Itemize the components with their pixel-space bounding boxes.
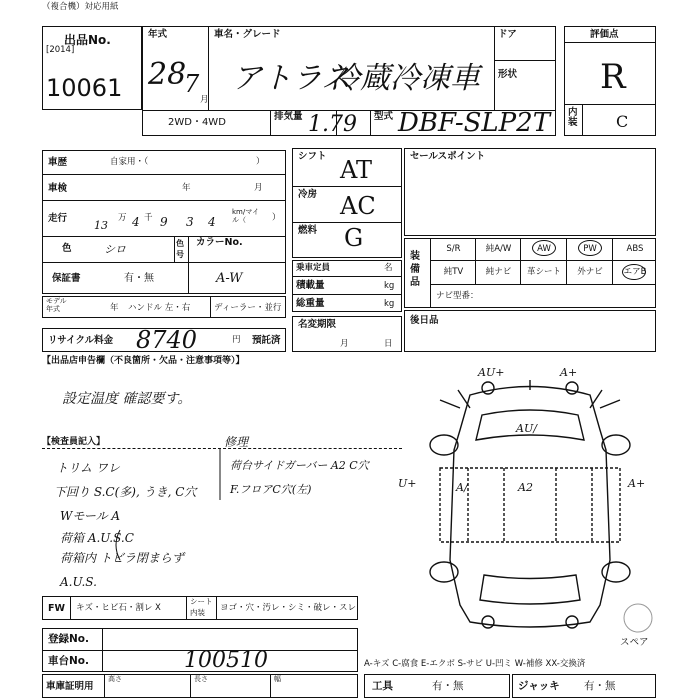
- history-value: 自家用・（: [110, 157, 149, 167]
- name-change-day: 日: [384, 339, 393, 349]
- divider: [270, 674, 271, 698]
- hw-note: 設定温度 確認要す。: [62, 391, 192, 407]
- hw-fuel: G: [344, 224, 364, 252]
- equipment-label: 装備品: [410, 251, 420, 288]
- hw-shift: AT: [340, 156, 373, 184]
- spare-label: スペア: [620, 637, 649, 648]
- fw-interior-label: 内装: [190, 608, 205, 617]
- hw-damage-mark: A2: [518, 481, 533, 494]
- hw-type: DBF-SLP2T: [398, 108, 551, 138]
- length-label: 長さ: [194, 675, 208, 683]
- chassis-label: 車台No.: [48, 655, 89, 667]
- inspector-label: 【検査員記入】: [42, 437, 106, 447]
- form-note: （複合機）対応用紙: [42, 2, 119, 12]
- option-leather-seat: 革シート: [526, 267, 561, 277]
- hw-damage-mark: AU/: [516, 422, 537, 435]
- fw-interior-items: ヨゴ・穴・汚レ・シミ・破レ・スレ: [220, 603, 357, 613]
- load-unit: kg: [384, 281, 395, 291]
- hw-mileage-100: 9: [160, 215, 168, 229]
- history-close: ）: [256, 157, 265, 167]
- hw-inspector-mid: 荷台サイドガーバー A2 C穴: [230, 459, 369, 472]
- hw-inspector-line: 荷箱内 トビラ閉まらず: [60, 551, 184, 565]
- inspection-label: 車検: [48, 183, 68, 194]
- mileage-unit-1k: 千: [144, 213, 153, 223]
- door-label: ドア: [498, 29, 517, 40]
- load-label: 積載量: [296, 280, 325, 291]
- inspection-month-unit: 月: [254, 183, 263, 193]
- score-label: 評価点: [590, 29, 619, 40]
- option-aw: AW: [537, 244, 551, 254]
- hw-damage-mark: A+: [560, 366, 578, 379]
- notes-label: 【出品店申告欄（不良箇所・欠品・注意事項等）】: [42, 356, 245, 366]
- hw-ac: AC: [340, 192, 376, 220]
- color-code-label-2: 号: [176, 250, 184, 259]
- aftermarket-label: 後日品: [410, 315, 439, 326]
- registration-label: 登録No.: [48, 633, 89, 645]
- divider: [216, 596, 217, 620]
- total-weight-unit: kg: [384, 299, 395, 309]
- name-grade-label: 車名・グレード: [214, 29, 281, 40]
- ac-label: 冷房: [298, 189, 318, 200]
- hw-mileage-10k: 13: [94, 219, 108, 232]
- hw-mileage-1: 4: [208, 215, 216, 229]
- color-no-label: カラーNo.: [196, 237, 243, 248]
- warranty-label: 保証書: [52, 273, 81, 284]
- inspection-year-unit: 年: [182, 183, 191, 193]
- hw-damage-mark: AU+: [478, 366, 505, 379]
- mileage-unit-10k: 万: [118, 213, 127, 223]
- hw-inspector-line: 下回り S.C(多), うき, C穴: [54, 485, 197, 499]
- mileage-close: ）: [272, 213, 281, 223]
- lot-number-label: 出品No.: [64, 33, 111, 47]
- displacement-label: 排気量: [274, 111, 303, 122]
- width-label: 幅: [274, 675, 281, 683]
- divider: [70, 596, 71, 620]
- hw-inspector-line: Wモール A: [60, 509, 121, 523]
- type-label: 型式: [374, 111, 394, 122]
- height-label: 高さ: [108, 675, 122, 683]
- hw-month: 7: [184, 70, 200, 98]
- shift-label: シフト: [298, 151, 327, 162]
- model-year-unit: 年: [110, 303, 119, 313]
- damage-legend: A-キズ C-腐食 E-エクボ S-サビ U-凹ミ W-補修 XX-交換済: [364, 659, 586, 669]
- hw-inspector-line: A.U.S.: [60, 575, 97, 589]
- lot-number: 10061: [46, 74, 123, 102]
- capacity-unit: 名: [384, 263, 393, 273]
- year-label: 年式: [148, 29, 168, 40]
- dealer-label: ディーラー・並行: [214, 303, 282, 313]
- jack-label: ジャッキ: [518, 680, 560, 692]
- hw-inspector-mid: F.フロアC穴(左): [230, 483, 312, 496]
- divider: [102, 628, 103, 672]
- hw-inspector-mid: 修理: [224, 435, 249, 449]
- month-unit: 月: [200, 95, 209, 105]
- interior-label: 内装: [568, 107, 578, 129]
- recycle-label: リサイクル料金: [48, 335, 114, 346]
- hw-grade: 冷蔵冷凍車: [330, 61, 480, 96]
- drive-label: 2WD・4WD: [168, 117, 226, 128]
- hw-displacement: 1.79: [308, 112, 357, 137]
- shape-label: 形状: [498, 69, 518, 80]
- mileage-label: 走行: [48, 213, 68, 224]
- option-sunroof: S/R: [446, 244, 461, 254]
- tools-label: 工具: [372, 680, 393, 692]
- option-pw: PW: [583, 244, 597, 254]
- hw-inspector-line: 荷箱 A.U.S.C: [60, 531, 134, 545]
- hw-year: 28: [148, 57, 187, 92]
- recycle-deposit: 預託済: [252, 335, 281, 346]
- hw-chassis: 100510: [184, 648, 268, 673]
- hw-damage-mark: A+: [628, 477, 646, 490]
- option-genuine-aw: 純A/W: [485, 244, 512, 254]
- capacity-label: 乗車定員: [296, 263, 331, 273]
- hw-recycle-amount: 8740: [136, 326, 198, 354]
- sales-point-label: セールスポイント: [410, 151, 486, 162]
- recycle-unit: 円: [232, 335, 241, 345]
- year-tag: [2014]: [46, 45, 75, 55]
- model-year-label: モデル 年式: [46, 297, 67, 313]
- hw-damage-mark: A/: [456, 481, 468, 494]
- divider: [186, 596, 187, 620]
- hw-mileage-1k: 4: [132, 215, 140, 229]
- jack-value: 有・無: [584, 680, 616, 692]
- car-damage-diagram: [400, 360, 660, 650]
- garage-cert-label: 車庫証明用: [46, 681, 94, 692]
- option-airbag: エアB: [623, 267, 647, 277]
- hw-car-name: アトラス: [232, 61, 352, 96]
- hw-warranty: A-W: [216, 271, 243, 286]
- hw-score: R: [600, 57, 626, 97]
- fw-seat-label: シート: [190, 597, 213, 606]
- color-label: 色: [62, 243, 72, 254]
- hw-inspector-line: トリム ワレ: [56, 461, 120, 475]
- name-change-month: 月: [340, 339, 349, 349]
- fuel-label: 燃料: [298, 225, 318, 236]
- history-label: 車歴: [48, 157, 68, 168]
- hw-damage-mark: U+: [398, 477, 417, 490]
- option-aftermarket-navi: 外ナビ: [577, 267, 603, 277]
- fw-label: FW: [48, 603, 65, 614]
- option-genuine-tv: 純TV: [443, 267, 464, 277]
- color-code-label: 色: [176, 239, 184, 248]
- fw-items: キズ・ヒビ石・割レ X: [76, 603, 161, 613]
- divider: [190, 674, 191, 698]
- hw-color: シロ: [104, 243, 126, 256]
- total-weight-label: 総重量: [296, 298, 325, 309]
- hw-mileage-10: 3: [186, 215, 194, 229]
- name-change-label: 名変期限: [298, 319, 337, 330]
- option-genuine-navi: 純ナビ: [485, 267, 512, 277]
- navi-model-label: ナビ型番：: [436, 291, 479, 301]
- mileage-unit: km/マイル（: [232, 208, 260, 225]
- handle-label: ハンドル 左・右: [128, 303, 191, 313]
- hw-interior: C: [616, 112, 629, 131]
- option-abs: ABS: [626, 244, 644, 254]
- warranty-value: 有・無: [124, 273, 154, 284]
- tools-value: 有・無: [432, 680, 464, 692]
- divider: [104, 674, 105, 698]
